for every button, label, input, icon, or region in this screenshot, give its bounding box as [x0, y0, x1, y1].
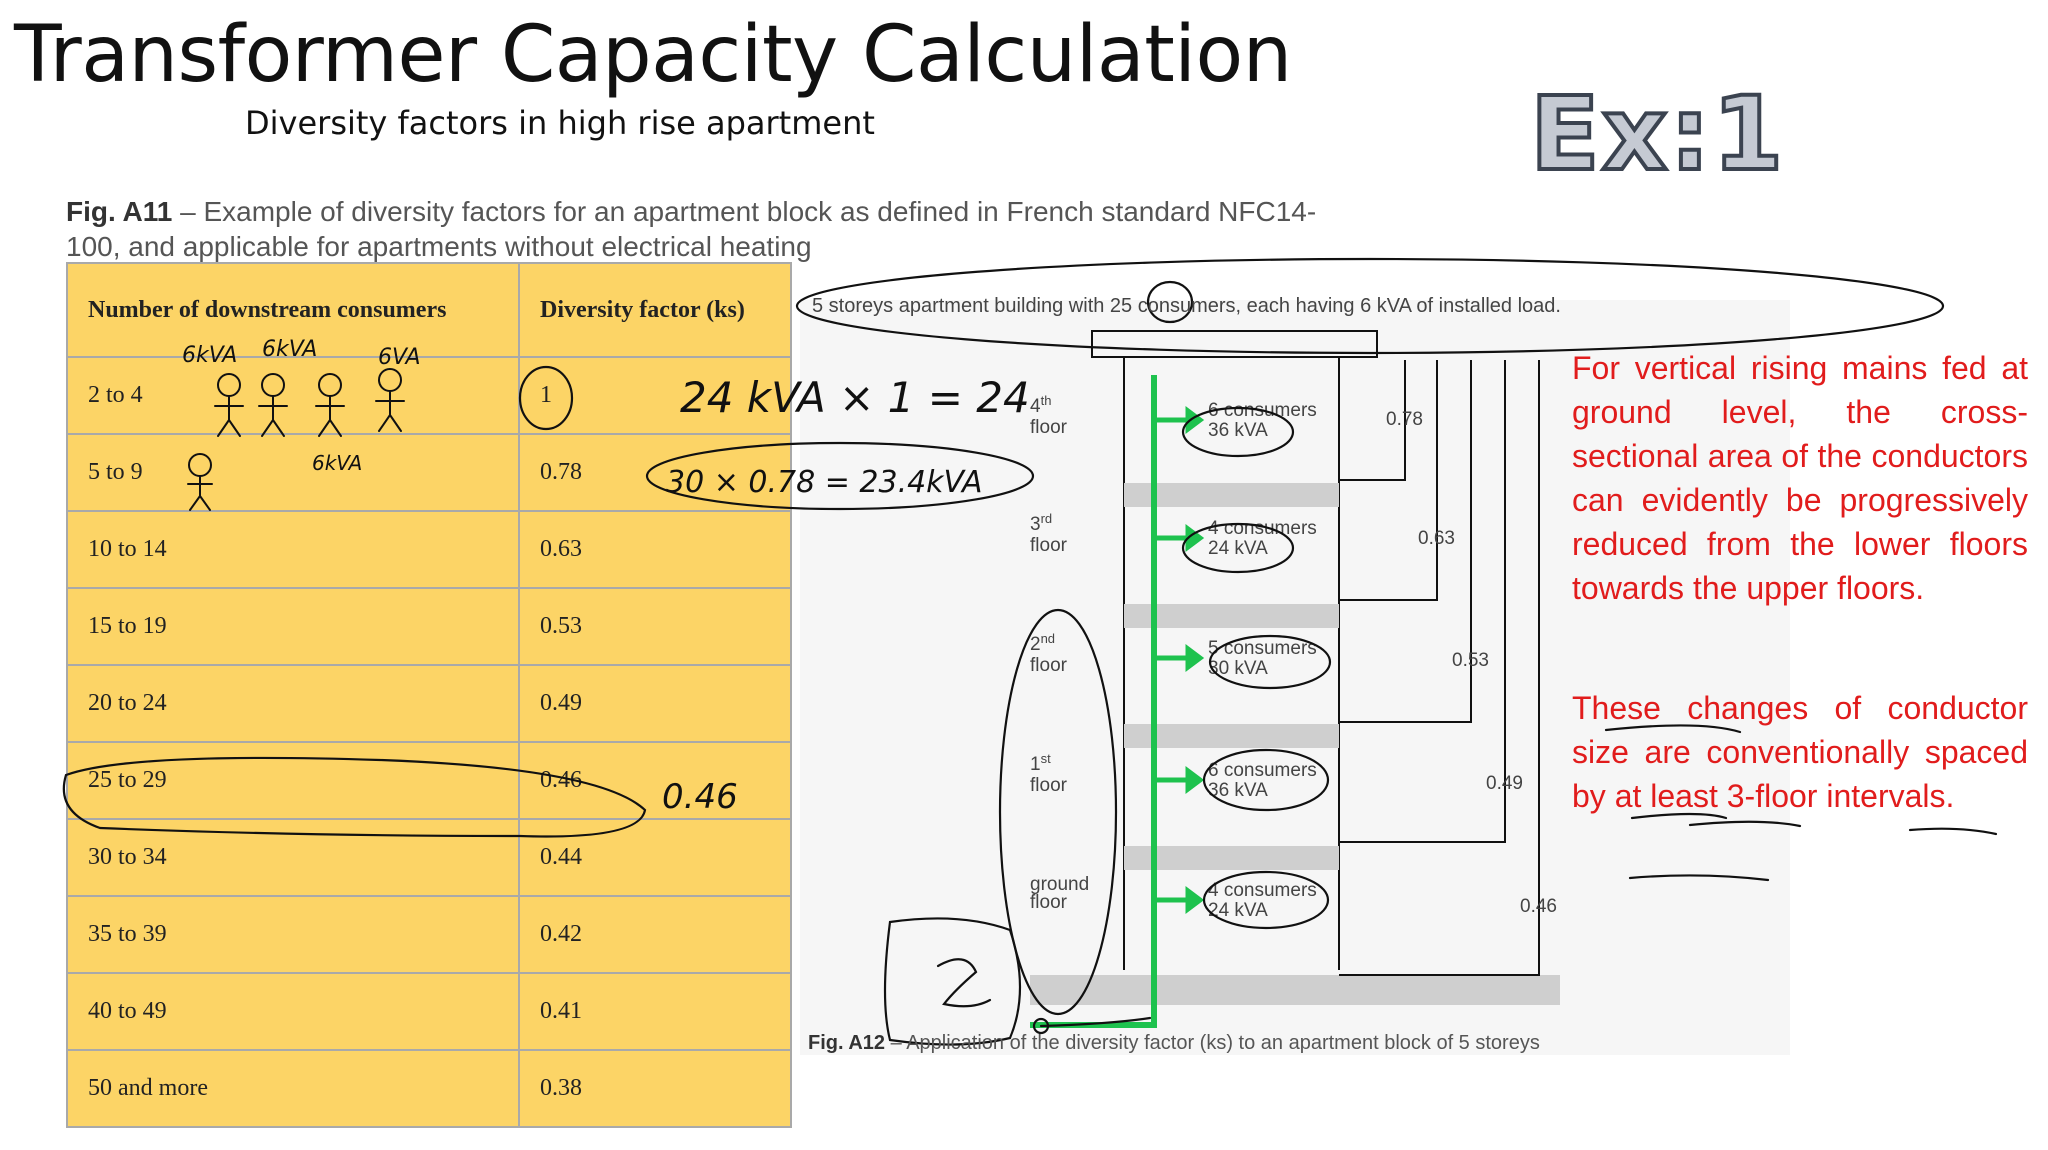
column-header-consumers: Number of downstream consumers [67, 263, 519, 357]
stick-figure [376, 369, 404, 431]
ink-calc-3: 0.46 [662, 777, 738, 817]
consumers-range-cell: 25 to 29 [67, 742, 519, 819]
floor-label-3rd: 3rd floor [1030, 511, 1067, 556]
ink-underline [1910, 829, 1996, 834]
fig-a11-caption-text: – Example of diversity factors for an apartment block as defined in French standard NFC14-100, and applicable for apartments without electrical heating [66, 196, 1317, 262]
example-badge: Ex:1 [1530, 75, 1786, 194]
consumers-range-cell: 20 to 24 [67, 665, 519, 742]
consumers-4th: 6 consumers 36 kVA [1208, 400, 1317, 441]
consumers-range-cell: 5 to 9 [67, 434, 519, 511]
fig-a12-label: Fig. A12 [808, 1032, 886, 1054]
diversity-factor-cell: 0.78 [519, 434, 791, 511]
ink-label-6kva: 6kVA [312, 451, 363, 475]
diversity-factor-cell: 0.42 [519, 896, 791, 973]
ink-circle-factor-1 [520, 367, 572, 429]
stick-figure [259, 374, 287, 436]
factor-label-1st: 0.49 [1486, 773, 1523, 794]
note-paragraph-2: These changes of conductor size are conventionally spaced by at least 3-floor intervals. [1572, 690, 2028, 814]
floor-label-ground: ground floor [1030, 874, 1090, 913]
column-header-factor: Diversity factor (ks) [519, 263, 791, 357]
ground-slab [1030, 975, 1560, 1005]
consumers-range-cell: 10 to 14 [67, 511, 519, 588]
note-paragraph-1: For vertical rising mains fed at ground level, the cross-sectional area of the conductors can evidently be progressively reduced from the lower floors towards the upper floors. [1572, 350, 2028, 606]
fig-a12-caption [808, 1032, 1540, 1055]
diversity-factor-cell: 0.46 [519, 742, 791, 819]
ink-label-6va: 6VA [378, 345, 421, 370]
floor-label-2nd: 2nd floor [1030, 631, 1067, 676]
ink-loop-row-25 [64, 758, 645, 837]
consumers-3rd: 4 consumers 24 kVA [1208, 518, 1317, 559]
diversity-factor-cell: 0.53 [519, 588, 791, 665]
diversity-factor-cell: 0.38 [519, 1050, 791, 1127]
floor-label-1st: 1st floor [1030, 751, 1067, 796]
fig-a11-label: Fig. A11 [66, 196, 173, 227]
slide-title: Transformer Capacity Calculation [14, 10, 1292, 100]
ink-squiggle [938, 959, 990, 1006]
diversity-factor-cell: 0.41 [519, 973, 791, 1050]
ink-calc-1: 24 kVA × 1 = 24 [680, 373, 1030, 422]
fig-a12-caption-text: – Application of the diversity factor (ks) to an apartment block of 5 storeys [885, 1032, 1540, 1054]
diversity-factor-cell: 0.49 [519, 665, 791, 742]
stick-figures [188, 369, 404, 510]
factor-label-2nd: 0.53 [1452, 650, 1489, 671]
consumers-range-cell: 30 to 34 [67, 819, 519, 896]
ink-underline [1690, 822, 1800, 826]
diversity-factor-cell: 0.44 [519, 819, 791, 896]
rising-main-busbar [1030, 375, 1154, 1025]
stick-figure [188, 454, 212, 510]
consumers-range-cell: 40 to 49 [67, 973, 519, 1050]
stick-figure [215, 374, 243, 436]
ink-underline [1630, 875, 1768, 880]
consumers-range-cell: 2 to 4 [67, 357, 519, 434]
consumers-range-cell: 35 to 39 [67, 896, 519, 973]
consumers-2nd: 5 consumers 30 kVA [1208, 638, 1317, 679]
consumers-ground: 4 consumers 24 kVA [1208, 880, 1317, 921]
stick-figure [316, 374, 344, 436]
fig-a12-top-caption: 5 storeys apartment building with 25 consumers, each having 6 kVA of installed load. [812, 295, 1561, 317]
factor-label-4th: 0.78 [1386, 409, 1423, 430]
diversity-factor-cell: 1 [519, 357, 791, 434]
consumers-range-cell: 50 and more [67, 1050, 519, 1127]
ink-loop-transformer [885, 918, 1020, 1044]
ink-calc-2: 30 × 0.78 = 23.4kVA [666, 465, 983, 500]
ink-label-6kva: 6kVA [182, 343, 238, 368]
floor-label-4th: 4th floor [1030, 393, 1067, 438]
consumers-range-cell: 15 to 19 [67, 588, 519, 665]
consumers-1st: 6 consumers 36 kVA [1208, 760, 1317, 801]
factor-label-ground: 0.46 [1520, 896, 1557, 917]
slide-subtitle: Diversity factors in high rise apartment [245, 104, 875, 142]
ink-label-6kva: 6kVA [262, 337, 318, 362]
diversity-factor-cell: 0.63 [519, 511, 791, 588]
factor-label-3rd: 0.63 [1418, 528, 1455, 549]
feeder-line-ground [1339, 360, 1539, 975]
